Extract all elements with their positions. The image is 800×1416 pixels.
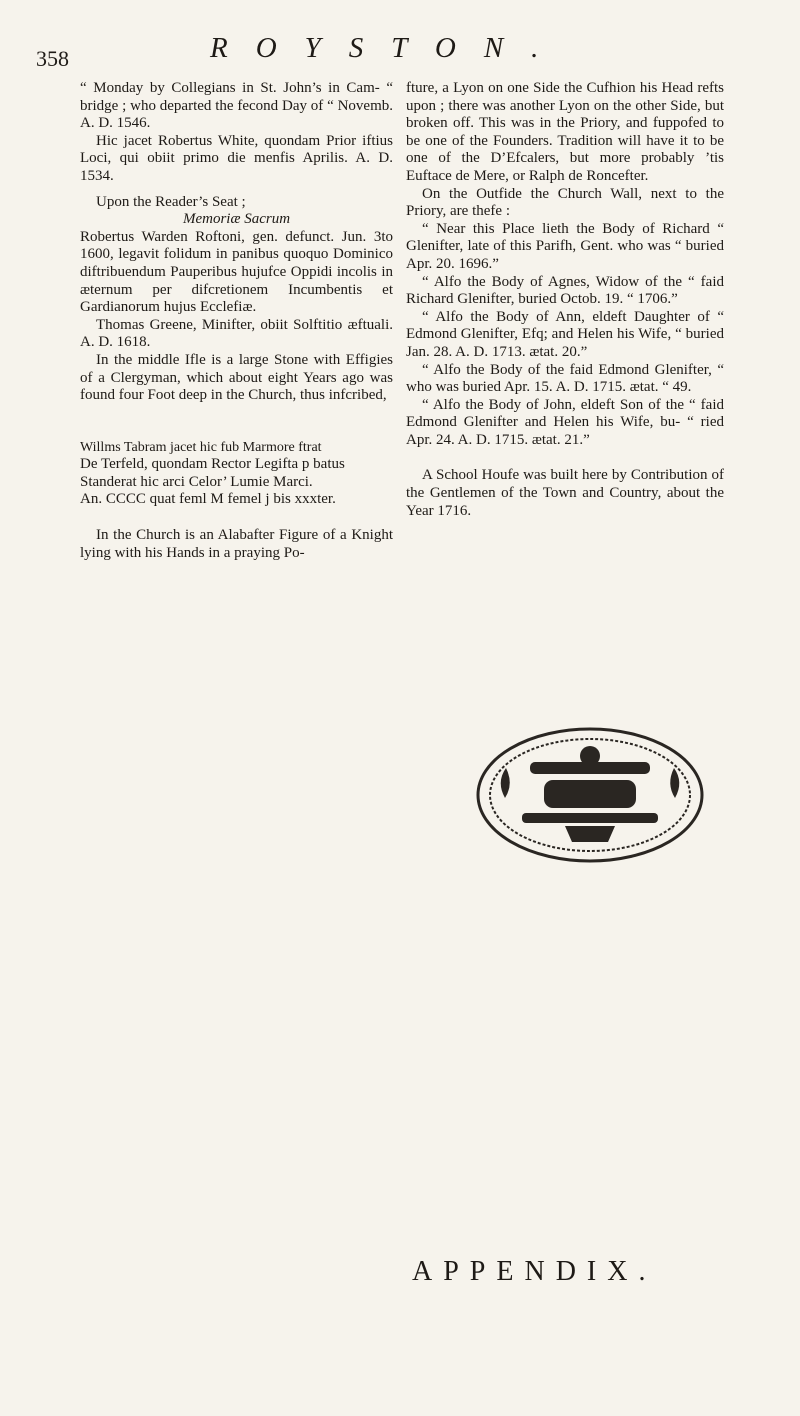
running-title: ROYSTON. (210, 32, 567, 64)
paragraph-monday: “ Monday by Collegians in St. John’s in Cam- “ bridge ; who departed the fecond Day of “ Novemb. A. D. 1546. (80, 80, 393, 132)
inscription-line: Willms Tabram jacet hic fub Marmore ftrat (80, 439, 322, 455)
epitaph-john: “ Alfo the Body of John, eldeft Son of the “ faid Edmond Glenifter and Helen his Wife, bu- “ ried Apr. 24. A. D. 1715. ætat. 21.” (406, 396, 724, 448)
paragraph-warden: Robertus Warden Roftoni, gen. defunct. Jun. 3to 1600, legavit folidum in panibus quoquo Dominico diftribuendum Pauperibus hujufce Oppidi incolis in æternum per difcretionem Incumbentis et Gardianorum hujus Ecclefiæ. (80, 228, 393, 316)
inscription-line: Standerat hic arci Celor’ Lumie Marci. (80, 473, 313, 490)
memoriae-sacrum: Memoriæ Sacrum (182, 211, 291, 228)
epitaph-agnes: “ Alfo the Body of Agnes, Widow of the “ faid Richard Glenifter, buried Octob. 19. “ 1706.” (406, 273, 724, 308)
library-stamp-icon (470, 720, 710, 870)
inscription-block (80, 439, 393, 509)
right-column (406, 80, 724, 520)
epitaph-richard: “ Near this Place lieth the Body of Richard “ Glenifter, late of this Parifh, Gent. who was “ buried Apr. 20. 1696.” (406, 220, 724, 272)
appendix-heading: APPENDIX. (412, 1256, 657, 1287)
paragraph-hic-jacet: Hic jacet Robertus White, quondam Prior iftius Loci, qui obiit primo die menfis Aprilis. A. D. 1534. (80, 132, 393, 184)
paragraph-greene: Thomas Greene, Minifter, obiit Solftitio æftuali. A. D. 1618. (80, 316, 393, 351)
paragraph-middle-isle: In the middle Ifle is a large Stone with Effigies of a Clergyman, which about eight Years ago was found four Foot deep in the Church, thus infcribed, (80, 351, 393, 404)
inscription-line: An. CCCC quat feml M femel j bis xxxter. (80, 491, 336, 508)
paragraph-alabaster: In the Church is an Alabafter Figure of a Knight lying with his Hands in a praying Po- (80, 527, 393, 561)
paragraph-posture: fture, a Lyon on one Side the Cufhion his Head refts upon ; there was another Lyon on the other Side, but broken off. This was in the Priory, and fuppofed to be one of the Founders. Tradition will have it to be one of the D’Efcalers, but more probably ’tis Euftace de Mere, or Ralph de Roncefter. (406, 80, 724, 184)
paragraph-readers-seat: Upon the Reader’s Seat ; (96, 193, 246, 210)
left-column (80, 80, 393, 562)
paragraph-school-house: A School Houfe was built here by Contribution of the Gentlemen of the Town and Country, about the Year 1716. (406, 467, 724, 519)
epitaph-ann: “ Alfo the Body of Ann, eldeft Daughter of “ Edmond Glenifter, Efq; and Helen his Wife, “ buried Jan. 28. A. D. 1713. ætat. 20.” (406, 308, 724, 360)
page-number: 358 (36, 46, 69, 71)
paragraph-outside-wall: On the Outfide the Church Wall, next to the Priory, are thefe : (406, 185, 724, 220)
epitaph-edmond: “ Alfo the Body of the faid Edmond Glenifter, “ who was buried Apr. 15. A. D. 1715. ætat. “ 49. (406, 361, 724, 396)
inscription-line: De Terfeld, quondam Rector Legifta p batus (80, 456, 345, 473)
